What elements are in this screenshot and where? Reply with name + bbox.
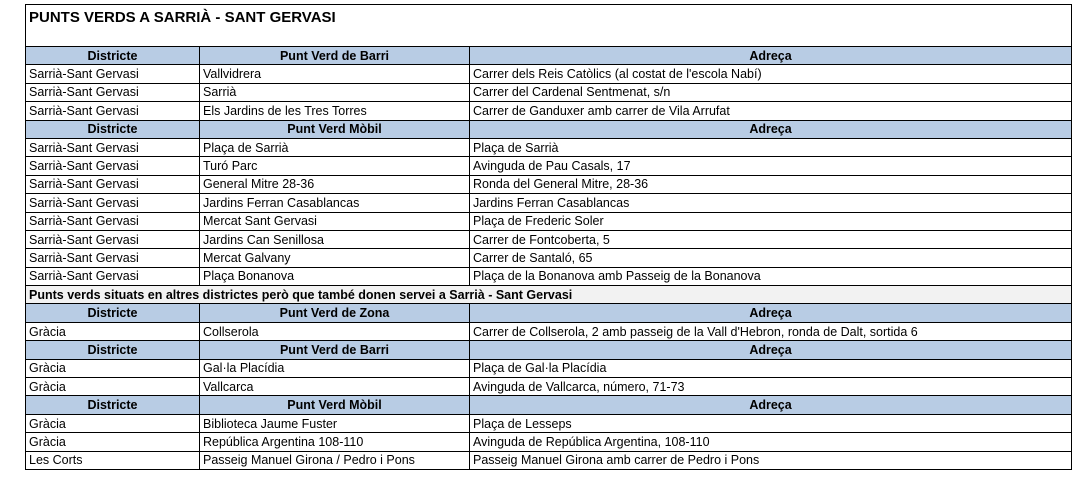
adreca-cell: Plaça de Sarrià: [470, 138, 1072, 156]
districte-header: Districte: [26, 396, 200, 414]
punts-verds-table: [25, 4, 1072, 470]
districte-cell: Sarrià-Sant Gervasi: [26, 249, 200, 267]
header-row: [26, 341, 1072, 359]
punt-verd-header: Punt Verd Mòbil: [200, 120, 470, 138]
punt-verd-cell: Collserola: [200, 322, 470, 340]
adreca-cell: Plaça de Gal·la Placídia: [470, 359, 1072, 377]
punt-verd-cell: Jardins Ferran Casablancas: [200, 194, 470, 212]
punt-verd-cell: Plaça Bonanova: [200, 267, 470, 285]
adreca-cell: Carrer de Fontcoberta, 5: [470, 230, 1072, 248]
punt-verd-cell: Plaça de Sarrià: [200, 138, 470, 156]
districte-cell: Sarrià-Sant Gervasi: [26, 83, 200, 101]
header-row: [26, 120, 1072, 138]
punt-verd-cell: Vallcarca: [200, 378, 470, 396]
section-note: Punts verds situats en altres districtes però que també donen servei a Sarrià - Sant Gervasi: [26, 286, 1072, 304]
districte-cell: Sarrià-Sant Gervasi: [26, 267, 200, 285]
districte-cell: Gràcia: [26, 414, 200, 432]
adreca-header: Adreça: [470, 47, 1072, 65]
districte-cell: Sarrià-Sant Gervasi: [26, 194, 200, 212]
districte-cell: Sarrià-Sant Gervasi: [26, 65, 200, 83]
punt-verd-cell: Jardins Can Senillosa: [200, 230, 470, 248]
table-row: [26, 138, 1072, 156]
districte-cell: Sarrià-Sant Gervasi: [26, 157, 200, 175]
punt-verd-cell: Vallvidrera: [200, 65, 470, 83]
adreca-header: Adreça: [470, 341, 1072, 359]
adreca-cell: Carrer dels Reis Catòlics (al costat de l'escola Nabí): [470, 65, 1072, 83]
adreca-cell: Ronda del General Mitre, 28-36: [470, 175, 1072, 193]
adreca-cell: Plaça de Lesseps: [470, 414, 1072, 432]
table-row: [26, 451, 1072, 469]
districte-cell: Sarrià-Sant Gervasi: [26, 212, 200, 230]
punt-verd-cell: Passeig Manuel Girona / Pedro i Pons: [200, 451, 470, 469]
table-row: [26, 414, 1072, 432]
adreca-cell: Carrer de Santaló, 65: [470, 249, 1072, 267]
table-row: [26, 359, 1072, 377]
districte-cell: Sarrià-Sant Gervasi: [26, 175, 200, 193]
table-row: [26, 175, 1072, 193]
section-note-row: [26, 286, 1072, 304]
adreca-cell: Carrer de Ganduxer amb carrer de Vila Arrufat: [470, 102, 1072, 120]
table-row: [26, 230, 1072, 248]
districte-cell: Sarrià-Sant Gervasi: [26, 102, 200, 120]
table-row: [26, 157, 1072, 175]
header-row: [26, 47, 1072, 65]
adreca-cell: Jardins Ferran Casablancas: [470, 194, 1072, 212]
punt-verd-cell: Turó Parc: [200, 157, 470, 175]
title-row: [26, 5, 1072, 47]
adreca-cell: Avinguda de República Argentina, 108-110: [470, 433, 1072, 451]
sheet-title: PUNTS VERDS A SARRIÀ - SANT GERVASI: [26, 5, 1072, 47]
punt-verd-cell: Mercat Sant Gervasi: [200, 212, 470, 230]
table-row: [26, 267, 1072, 285]
districte-cell: Sarrià-Sant Gervasi: [26, 230, 200, 248]
table-row: [26, 433, 1072, 451]
districte-header: Districte: [26, 120, 200, 138]
adreca-header: Adreça: [470, 396, 1072, 414]
punt-verd-cell: Els Jardins de les Tres Torres: [200, 102, 470, 120]
adreca-cell: Carrer del Cardenal Sentmenat, s/n: [470, 83, 1072, 101]
punt-verd-cell: República Argentina 108-110: [200, 433, 470, 451]
table-row: [26, 194, 1072, 212]
table-row: [26, 102, 1072, 120]
punt-verd-header: Punt Verd de Zona: [200, 304, 470, 322]
table-row: [26, 212, 1072, 230]
districte-cell: Gràcia: [26, 433, 200, 451]
table-row: [26, 249, 1072, 267]
table-row: [26, 83, 1072, 101]
table-row: [26, 322, 1072, 340]
districte-cell: Gràcia: [26, 359, 200, 377]
punt-verd-cell: Biblioteca Jaume Fuster: [200, 414, 470, 432]
districte-cell: Gràcia: [26, 378, 200, 396]
districte-cell: Gràcia: [26, 322, 200, 340]
table-row: [26, 378, 1072, 396]
header-row: [26, 304, 1072, 322]
punt-verd-header: Punt Verd Mòbil: [200, 396, 470, 414]
adreca-cell: Carrer de Collserola, 2 amb passeig de la Vall d'Hebron, ronda de Dalt, sortida 6: [470, 322, 1072, 340]
table-row: [26, 65, 1072, 83]
adreca-header: Adreça: [470, 304, 1072, 322]
punt-verd-cell: Gal·la Placídia: [200, 359, 470, 377]
adreca-cell: Plaça de Frederic Soler: [470, 212, 1072, 230]
punt-verd-header: Punt Verd de Barri: [200, 47, 470, 65]
adreca-cell: Plaça de la Bonanova amb Passeig de la Bonanova: [470, 267, 1072, 285]
adreca-cell: Passeig Manuel Girona amb carrer de Pedro i Pons: [470, 451, 1072, 469]
adreca-header: Adreça: [470, 120, 1072, 138]
districte-header: Districte: [26, 47, 200, 65]
punt-verd-header: Punt Verd de Barri: [200, 341, 470, 359]
header-row: [26, 396, 1072, 414]
punt-verd-cell: Mercat Galvany: [200, 249, 470, 267]
punt-verd-cell: Sarrià: [200, 83, 470, 101]
adreca-cell: Avinguda de Pau Casals, 17: [470, 157, 1072, 175]
districte-cell: Sarrià-Sant Gervasi: [26, 138, 200, 156]
districte-header: Districte: [26, 341, 200, 359]
punt-verd-cell: General Mitre 28-36: [200, 175, 470, 193]
adreca-cell: Avinguda de Vallcarca, número, 71-73: [470, 378, 1072, 396]
districte-header: Districte: [26, 304, 200, 322]
districte-cell: Les Corts: [26, 451, 200, 469]
